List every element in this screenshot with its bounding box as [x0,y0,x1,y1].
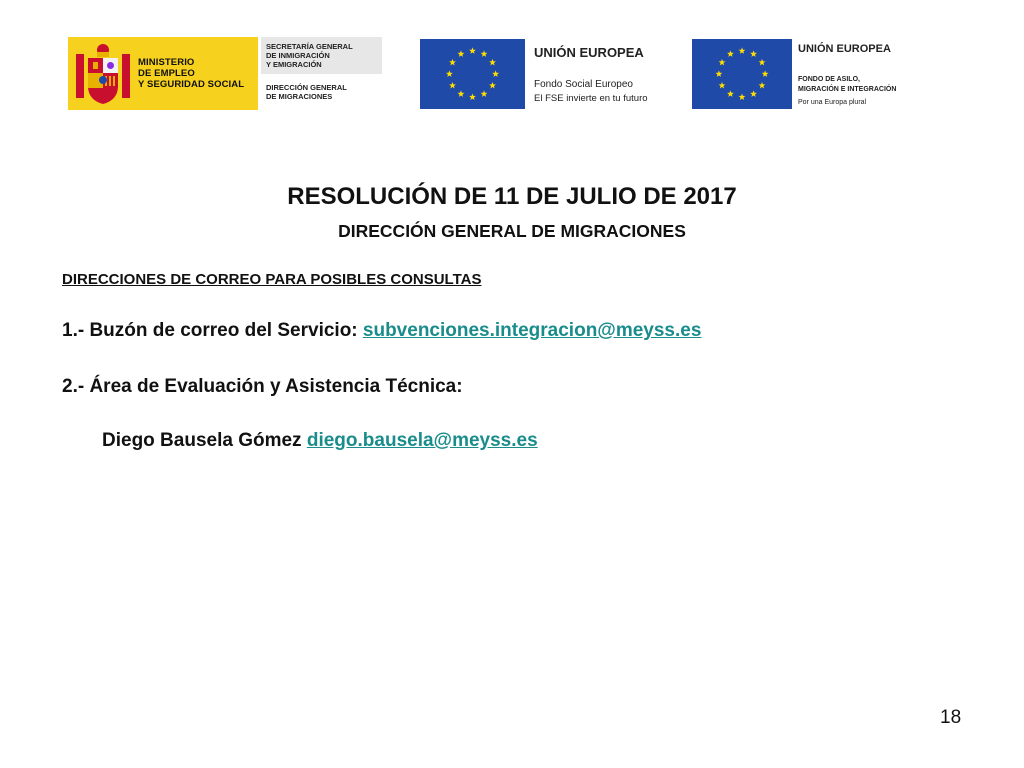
ministerio-line-3: Y SEGURIDAD SOCIAL [138,79,245,90]
eu-star-icon [489,59,496,66]
eu-star-icon [750,90,757,97]
eu-star-icon [469,94,476,101]
evaluation-area-heading: 2.- Área de Evaluación y Asistencia Técnica: [62,376,463,397]
eu-star-icon [719,82,726,89]
eu-star-icon [759,59,766,66]
eu-stars-icon [420,39,525,109]
mailbox-line [62,320,701,342]
ministerio-line-2: DE EMPLEO [138,68,195,79]
eu-star-icon [481,50,488,57]
eu-fse-title: UNIÓN EUROPEA [534,45,644,60]
eu-fami-line-2: MIGRACIÓN E INTEGRACIÓN [798,86,897,93]
secretaria-line-2: DE INMIGRACIÓN [266,51,330,60]
eu-star-icon [481,90,488,97]
direccion-line-1: DIRECCIÓN GENERAL [266,83,347,92]
eu-star-icon [719,59,726,66]
eu-fami-title: UNIÓN EUROPEA [798,43,891,55]
eu-star-icon [739,47,746,54]
ministerio-line-1: MINISTERIO [138,57,195,68]
eu-star-icon [750,50,757,57]
page-subtitle: DIRECCIÓN GENERAL DE MIGRACIONES [338,221,686,241]
eu-star-icon [446,70,453,77]
mailbox-label: 1.- Buzón de correo del Servicio: [62,320,363,341]
eu-flag-icon [420,39,525,109]
contact-line [102,430,538,452]
eu-star-icon [449,82,456,89]
eu-star-icon [449,59,456,66]
eu-star-icon [759,82,766,89]
secretaria-line-1: SECRETARÍA GENERAL [266,42,353,51]
ministerio-logo [68,37,258,110]
section-heading: DIRECCIONES DE CORREO PARA POSIBLES CONSULTAS [62,271,482,288]
eu-star-icon [727,90,734,97]
eu-star-icon [727,50,734,57]
eu-star-icon [458,50,465,57]
eu-star-icon [739,94,746,101]
eu-star-icon [492,70,499,77]
coat-of-arms-icon [74,42,132,106]
eu-star-icon [715,70,722,77]
contact-email-link[interactable]: diego.bausela@meyss.es [306,430,538,451]
eu-star-icon [469,47,476,54]
secretaria-line-3: Y EMIGRACIÓN [266,60,322,69]
eu-stars-icon [692,39,792,109]
direccion-line-2: DE MIGRACIONES [266,92,333,101]
eu-fse-line-1: Fondo Social Europeo [534,79,633,90]
eu-fami-line-1: FONDO DE ASILO, [798,76,860,83]
page-title: RESOLUCIÓN DE 11 DE JULIO DE 2017 [287,183,737,210]
eu-star-icon [489,82,496,89]
secretaria-logo-panel [261,37,382,110]
eu-fami-line-3: Por una Europa plural [798,99,867,106]
mailbox-email-link[interactable]: subvenciones.integracion@meyss.es [362,320,702,341]
eu-flag-icon [692,39,792,109]
page-number: 18 [940,707,962,728]
eu-star-icon [458,90,465,97]
contact-name: Diego Bausela Gómez [102,430,307,451]
eu-star-icon [762,70,769,77]
eu-fse-line-2: El FSE invierte en tu futuro [534,93,648,104]
